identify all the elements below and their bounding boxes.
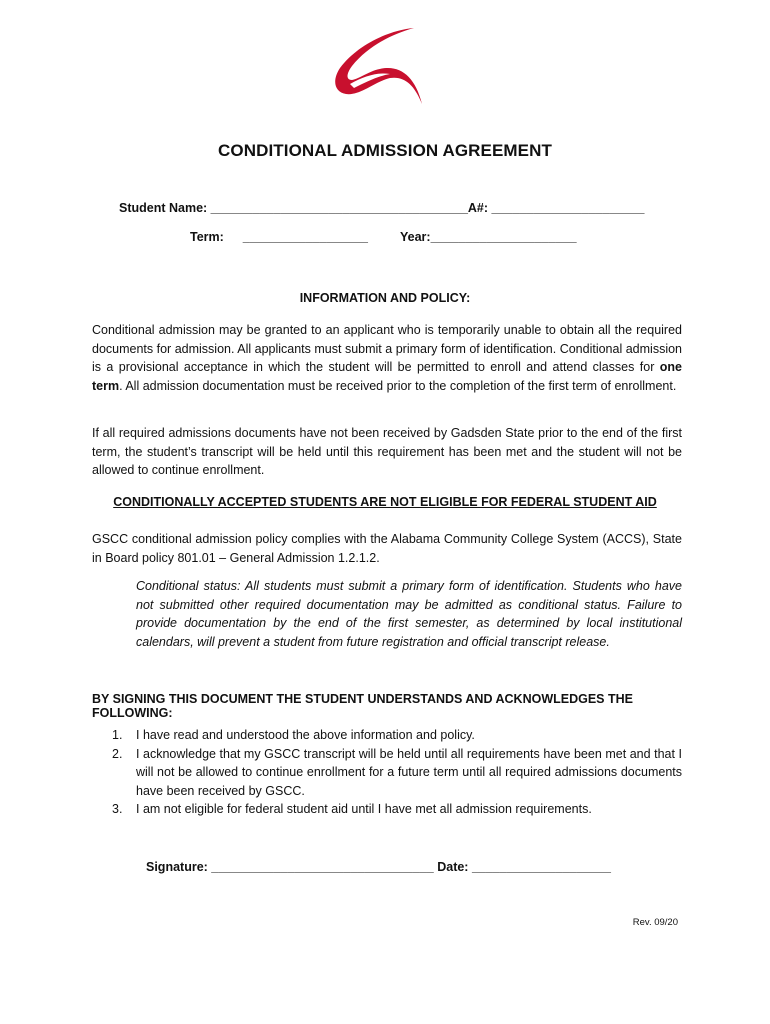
information-policy-heading: INFORMATION AND POLICY: — [299, 291, 471, 305]
list-number: 3. — [112, 802, 123, 816]
admission-text-part1: Conditional admission may be granted to an applicant who is temporarily unable to obtain all the required documents for admission. All applicants must submit a primary form of identification. Conditional admission is a provisional acceptance in which the student will be permitted to enroll and attend classes for — [92, 323, 682, 374]
revision-label: Rev. 09/20 — [632, 917, 678, 928]
admission-paragraph — [92, 321, 682, 395]
one-term-bold: one term — [92, 360, 682, 393]
list-text: I have read and understood the above information and policy. — [136, 728, 475, 742]
admission-text-part2: . All admission documentation must be received prior to the completion of the first term of enrollment. — [119, 378, 677, 393]
student-name-field[interactable]: Student Name: _____________________________________A#: ______________________ — [119, 201, 645, 215]
list-number: 2. — [112, 746, 123, 761]
term-label: Term: — [190, 230, 224, 244]
transcript-hold-paragraph: If all required admissions documents have not been received by Gadsden State prior to the end of the first term, the student’s transcript will be held until this requirement has been met and the student will not be allowed to continue enrollment. — [92, 426, 682, 477]
term-blank[interactable]: __________________ — [242, 230, 368, 244]
accs-policy-paragraph: GSCC conditional admission policy complies with the Alabama Community College System (ACCS), State in Board policy 801.01 – General Admission 1.2.1.2. — [92, 532, 682, 565]
page-title: CONDITIONAL ADMISSION AGREEMENT — [218, 141, 552, 160]
list-text: I acknowledge that my GSCC transcript will be held until all requirements have been met and that I will not be allowed to continue enrollment for a future term until all required admissions documents have been received by GSCC. — [136, 746, 682, 798]
acknowledgement-list — [92, 726, 682, 819]
list-item — [92, 745, 682, 801]
conditional-status-quote: Conditional status: All students must submit a primary form of identification. Students who have not submitted other required documentation may be admitted as conditional status. Failure to provide documentation by the end of the first semester, as determined by local institutional calendars, will prevent a student from future registration and official transcript release. — [136, 579, 682, 649]
list-item — [92, 726, 682, 745]
list-text: I am not eligible for federal student aid until I have met all admission requirements. — [136, 802, 592, 816]
year-field[interactable]: Year:_____________________ — [400, 230, 577, 244]
gadsden-state-logo-icon — [330, 24, 430, 108]
acknowledgement-heading: BY SIGNING THIS DOCUMENT THE STUDENT UNDERSTANDS AND ACKNOWLEDGES THE FOLLOWING: — [92, 692, 633, 720]
list-item — [92, 800, 682, 819]
term-field[interactable] — [190, 230, 368, 244]
signature-date-field[interactable]: Signature: ________________________________ Date: ____________________ — [146, 860, 611, 874]
list-number: 1. — [112, 728, 123, 742]
federal-aid-heading: CONDITIONALLY ACCEPTED STUDENTS ARE NOT ELIGIBLE FOR FEDERAL STUDENT AID — [113, 495, 657, 509]
